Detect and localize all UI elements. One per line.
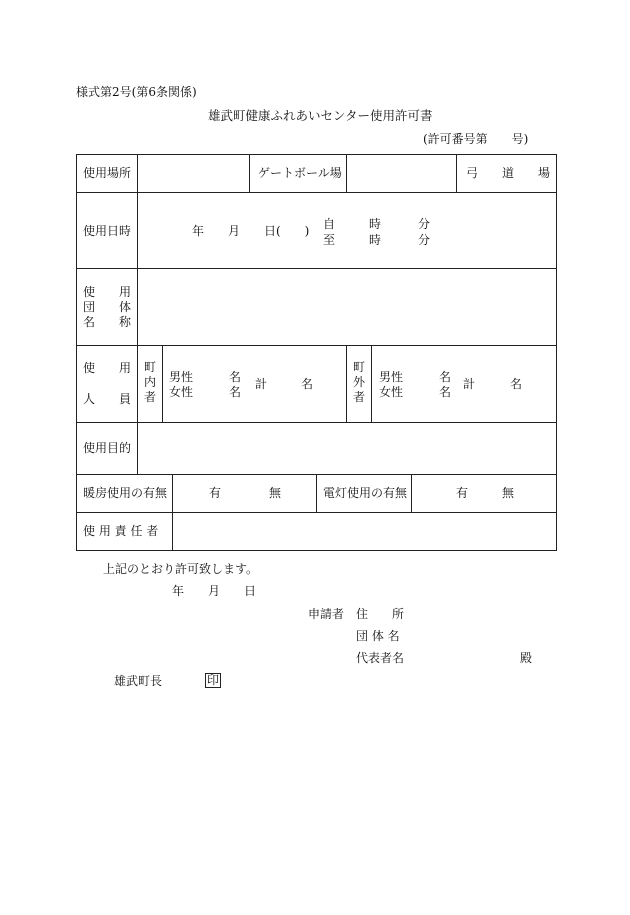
out-town-total-unit: 名 [510, 377, 523, 391]
responsible-field[interactable] [173, 513, 555, 549]
in-town-label: 町内者 [143, 360, 156, 404]
form-reference: 様式第2号(第6条関係) [76, 85, 197, 99]
in-town-total-label: 計 [255, 377, 268, 391]
document-title: 雄武町健康ふれあいセンター使用許可書 [208, 108, 433, 123]
approval-date[interactable]: 年 月 日 [172, 584, 257, 598]
group-name-label: 団 体 名 [356, 629, 400, 643]
heating-label: 暖房使用の有無 [83, 486, 168, 500]
in-town-male-unit: 名 [229, 370, 242, 384]
out-town-female-label: 女性 [379, 385, 404, 399]
honorific: 殿 [520, 651, 533, 665]
representative-label: 代表者名 [356, 651, 405, 665]
archery-label: 弓 道 場 [466, 166, 551, 180]
mayor-label: 雄武町長 [114, 674, 163, 688]
out-town-label: 町外者 [352, 360, 365, 404]
in-town-total-unit: 名 [301, 377, 314, 391]
permit-number: (許可番号第 号) [423, 132, 529, 146]
out-town-total-label: 計 [463, 377, 476, 391]
purpose-label: 使用目的 [83, 441, 132, 455]
gateball-field[interactable] [347, 155, 455, 191]
heating-no-option[interactable]: 無 [269, 486, 282, 500]
heating-yes-option[interactable]: 有 [209, 486, 222, 500]
out-town-female-unit: 名 [439, 385, 452, 399]
date-fields[interactable]: 年 月 日( ) [192, 224, 310, 238]
from-label: 自 [323, 217, 336, 231]
place-label: 使用場所 [83, 166, 132, 180]
to-hour-label: 時 [369, 233, 382, 247]
out-town-male-label: 男性 [379, 370, 404, 384]
people-label-line1: 使 用 [83, 361, 132, 375]
in-town-female-unit: 名 [229, 385, 242, 399]
datetime-label: 使用日時 [83, 224, 132, 238]
out-town-male-unit: 名 [439, 370, 452, 384]
purpose-field[interactable] [138, 423, 555, 473]
from-hour-label: 時 [369, 217, 382, 231]
group-label-line3: 名 称 [83, 315, 132, 329]
in-town-female-label: 女性 [169, 385, 194, 399]
lighting-yes-option[interactable]: 有 [456, 486, 469, 500]
in-town-male-label: 男性 [169, 370, 194, 384]
to-minute-label: 分 [418, 233, 431, 247]
group-name-field[interactable] [138, 269, 555, 344]
lighting-label: 電灯使用の有無 [323, 486, 408, 500]
responsible-label: 使 用 責 任 者 [83, 524, 159, 538]
seal-mark: 印 [207, 673, 220, 687]
place-value-field[interactable] [138, 155, 248, 191]
applicant-label: 申請者 [308, 607, 345, 621]
from-minute-label: 分 [418, 217, 431, 231]
lighting-no-option[interactable]: 無 [502, 486, 515, 500]
address-label: 住 所 [356, 607, 405, 621]
group-label-line2: 団 体 [83, 300, 132, 314]
group-label-line1: 使 用 [83, 285, 132, 299]
to-label: 至 [323, 233, 336, 247]
gateball-label: ゲートボール場 [258, 166, 342, 180]
approval-statement: 上記のとおり許可致します。 [103, 562, 259, 576]
people-label-line2: 人 員 [83, 392, 132, 406]
